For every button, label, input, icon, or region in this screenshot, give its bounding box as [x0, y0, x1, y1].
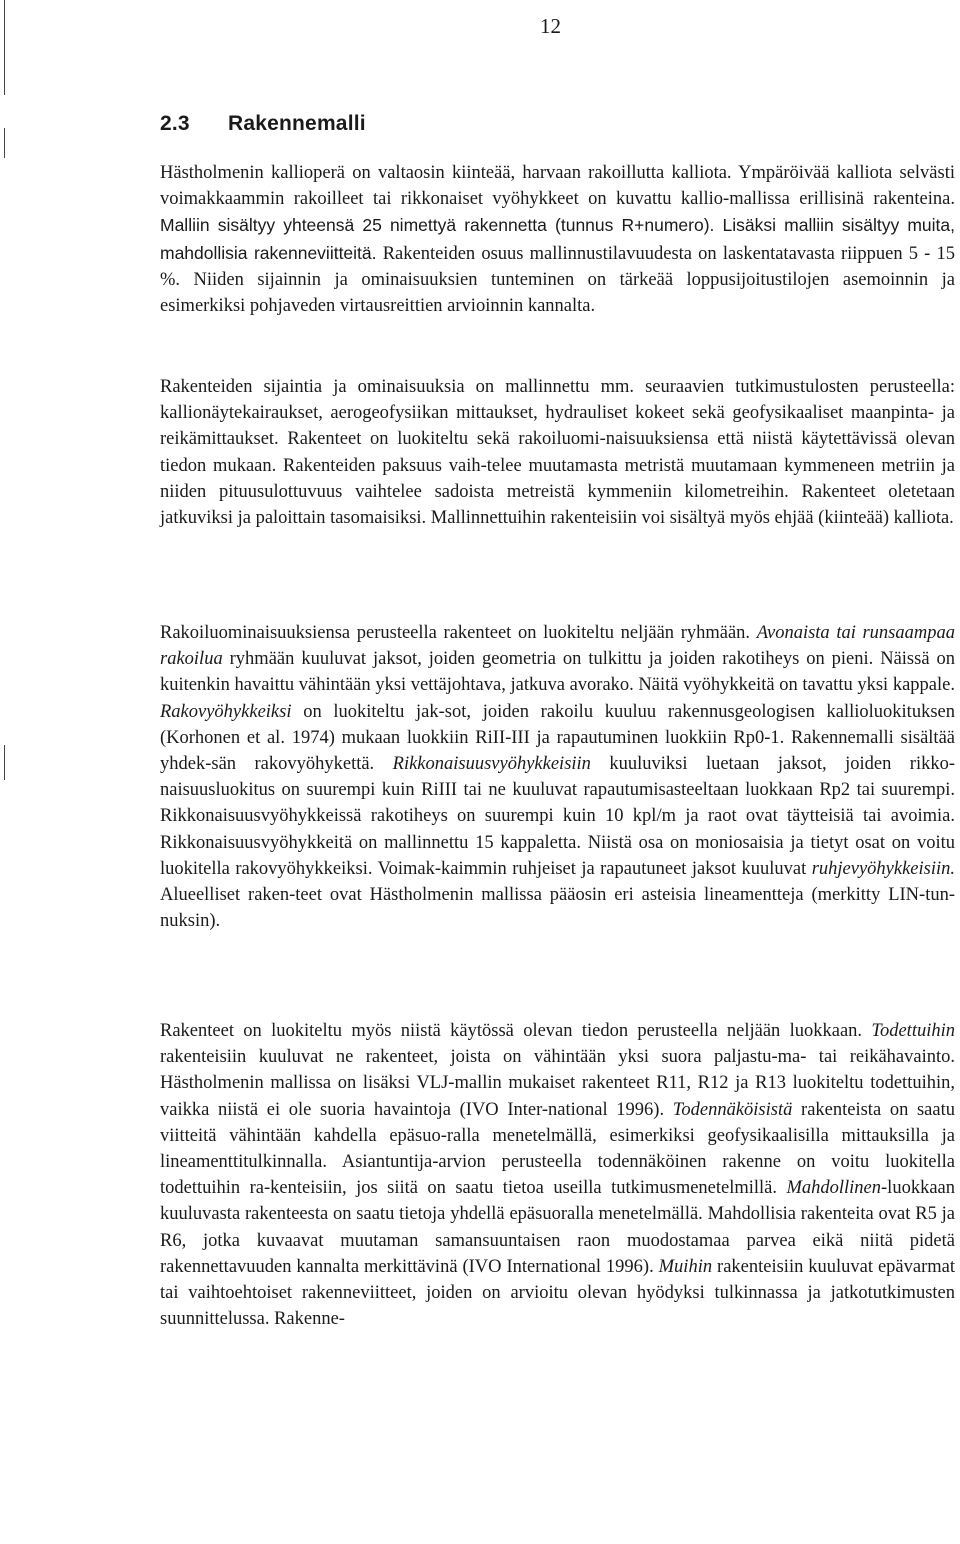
paragraph-text: Rakoiluominaisuuksiensa perusteella rakenteet on luokiteltu neljään ryhmään.	[160, 623, 757, 643]
italic-term: Rakovyöhykkeiksi	[160, 701, 292, 722]
paragraph-text: Rakenteet on luokiteltu myös niistä käytössä olevan tiedon perusteella neljään luokkaan.	[160, 1021, 872, 1041]
italic-term: Rikkonaisuusvyöhykkeisiin	[392, 754, 591, 775]
paragraph-text: Hästholmenin kallioperä on valtaosin kiinteää, harvaan rakoillutta kalliota. Ympäröivää kalliota selvästi voimakkaammin rakoilleet tai rikkonaiset vyöhykkeet on kuvattu kallio-mallissa erillisinä rakenteina.	[160, 163, 955, 210]
paragraph-text: rakenteisiin kuuluvat ne rakenteet, joista on vähintään yksi suora paljastu-ma- tai reikähavainto. Hästholmenin mallissa on lisäksi VLJ-mallin mukaiset rakenteet R11, R12 ja R13 luokiteltu todettuihin, vaikka niistä ei ole suoria havaintoja (IVO Inter-national 1996).	[160, 1047, 955, 1120]
italic-term: Avonaista tai runsaampaa rakoilua	[160, 623, 955, 670]
paragraph-text: Alueelliset raken-teet ovat Hästholmenin mallissa pääosin eri asteisia lineamentteja (merkitty LIN-tun-nuksin).	[160, 885, 955, 932]
paragraph-4	[160, 1018, 955, 1332]
scan-edge-line	[4, 0, 5, 95]
paragraph-text: rakenteisiin kuuluvat epävarmat tai vaihtoehtoiset rakenneviitteet, joiden on arvioitu olevan hyödyksi tulkinnassa ja jatkotutkimusten suunnittelussa. Rakenne-	[160, 1256, 955, 1330]
italic-term: Todettuihin	[871, 1021, 955, 1041]
paragraph-text: Rakenteiden osuus mallinnustilavuudesta on laskentatavasta riippuen 5 - 15 %. Niiden sijainnin ja ominaisuuksien tunteminen on tärkeää loppusijoitustilojen asemoinnin ja esimerkiksi pohjaveden virtausreittien arvioinnin kannalta.	[160, 243, 956, 317]
scan-edge-line	[4, 128, 5, 158]
section-number: 2.3	[160, 112, 190, 135]
paragraph-text: kuuluviksi luetaan jaksot, joiden rikko-naisuusluokitus on suurempi kuin RiIII tai ne kuuluvat rapautumisasteeltaan luokkaan Rp2 tai suurempi. Rikkonaisuusvyöhykkeissä rakotiheys on suurempi kuin 10 kpl/m ja raot ovat täytteisiä tai avoimia. Rikkonaisuusvyöhykkeitä on mallinnettu 15 kappaletta. Niistä osa on moniosaisia ja tietyt osat on voitu luokitella rakovyöhykkeiksi. Voimak-kaimmin ruhjeiset ja rapautuneet jaksot kuuluvat	[160, 754, 955, 879]
section-title: Rakennemalli	[228, 112, 366, 135]
paragraph-text: -luokkaan kuuluvasta rakenteesta on saatu tietoja yhdellä epäsuoralla menetelmällä. Mahdollisia rakenteita ovat R5 ja R6, jotka kuvaavat muutaman samansuuntaisen raon muodostamaa parvea eikä niitä pidetä rakennettavuuden kannalta merkittävinä (IVO International 1996).	[160, 1178, 955, 1277]
paragraph-text: Malliin sisältyy yhteensä 25 nimettyä rakennetta (tunnus R+numero). Lisäksi malliin sisältyy muita, mahdollisia rakenneviitteitä.	[160, 215, 955, 263]
italic-term: ruhjevyöhykkeisiin.	[811, 858, 955, 879]
paragraph-3	[160, 620, 955, 934]
italic-term: Mahdollinen	[786, 1178, 882, 1199]
scan-edge-line	[4, 745, 5, 780]
page-number: 12	[540, 14, 561, 38]
section-heading	[160, 112, 366, 136]
paragraph-text: ryhmään kuuluvat jaksot, joiden geometria on tulkittu ja joiden rakotiheys on pieni. Näissä on kuitenkin havaittu vähintään yksi vettäjohtava, jatkuva avorako. Näitä vyöhykkeitä on tavattu yksi kappale.	[160, 649, 955, 696]
italic-term: Todennäköisistä	[672, 1099, 793, 1120]
paragraph-2: Rakenteiden sijaintia ja ominaisuuksia on mallinnettu mm. seuraavien tutkimustulosten perusteella: kallionäytekairaukset, aerogeofysiikan mittaukset, hydrauliset kokeet sekä geofysikaaliset maanpinta- ja reikämittaukset. Rakenteet on luokiteltu sekä rakoiluomi-naisuuksiensa että niistä käytettävissä olevan tiedon mukaan. Rakenteiden paksuus vaih-telee muutamasta metristä muutamaan kymmeneen metriin ja niiden pituusulottuvuus vaihtelee sadoista metreistä kymmeniin kilometreihin. Rakenteet oletetaan jatkuviksi ja paloittain tasomaisiksi. Mallinnettuihin rakenteisiin voi sisältyä myös ehjää (kiinteää) kalliota.	[160, 377, 955, 529]
italic-term: Muihin	[658, 1256, 713, 1277]
paragraph-text: rakenteista on saatu viitteitä vähintään kahdella epäsuo-ralla menetelmällä, esimerkiksi geofysikaalisilla mittauksilla ja lineamenttitulkinnalla. Asiantuntija-arvion perusteella todennäköinen rakenne on voitu luokitella todettuihin ra-kenteisiin, jos siitä on saatu tietoa useilla tutkimusmenetelmillä.	[160, 1099, 955, 1199]
paragraph-text: on luokiteltu jak-sot, joiden rakoilu kuuluu rakennusgeologisen kallioluokituksen (Korhonen et al. 1974) mukaan luokkiin RiII-III ja rapautuminen luokkiin Rp0-1. Rakennemalli sisältää yhdek-sän rakovyöhykettä.	[160, 701, 955, 775]
paragraph-1	[160, 160, 955, 319]
